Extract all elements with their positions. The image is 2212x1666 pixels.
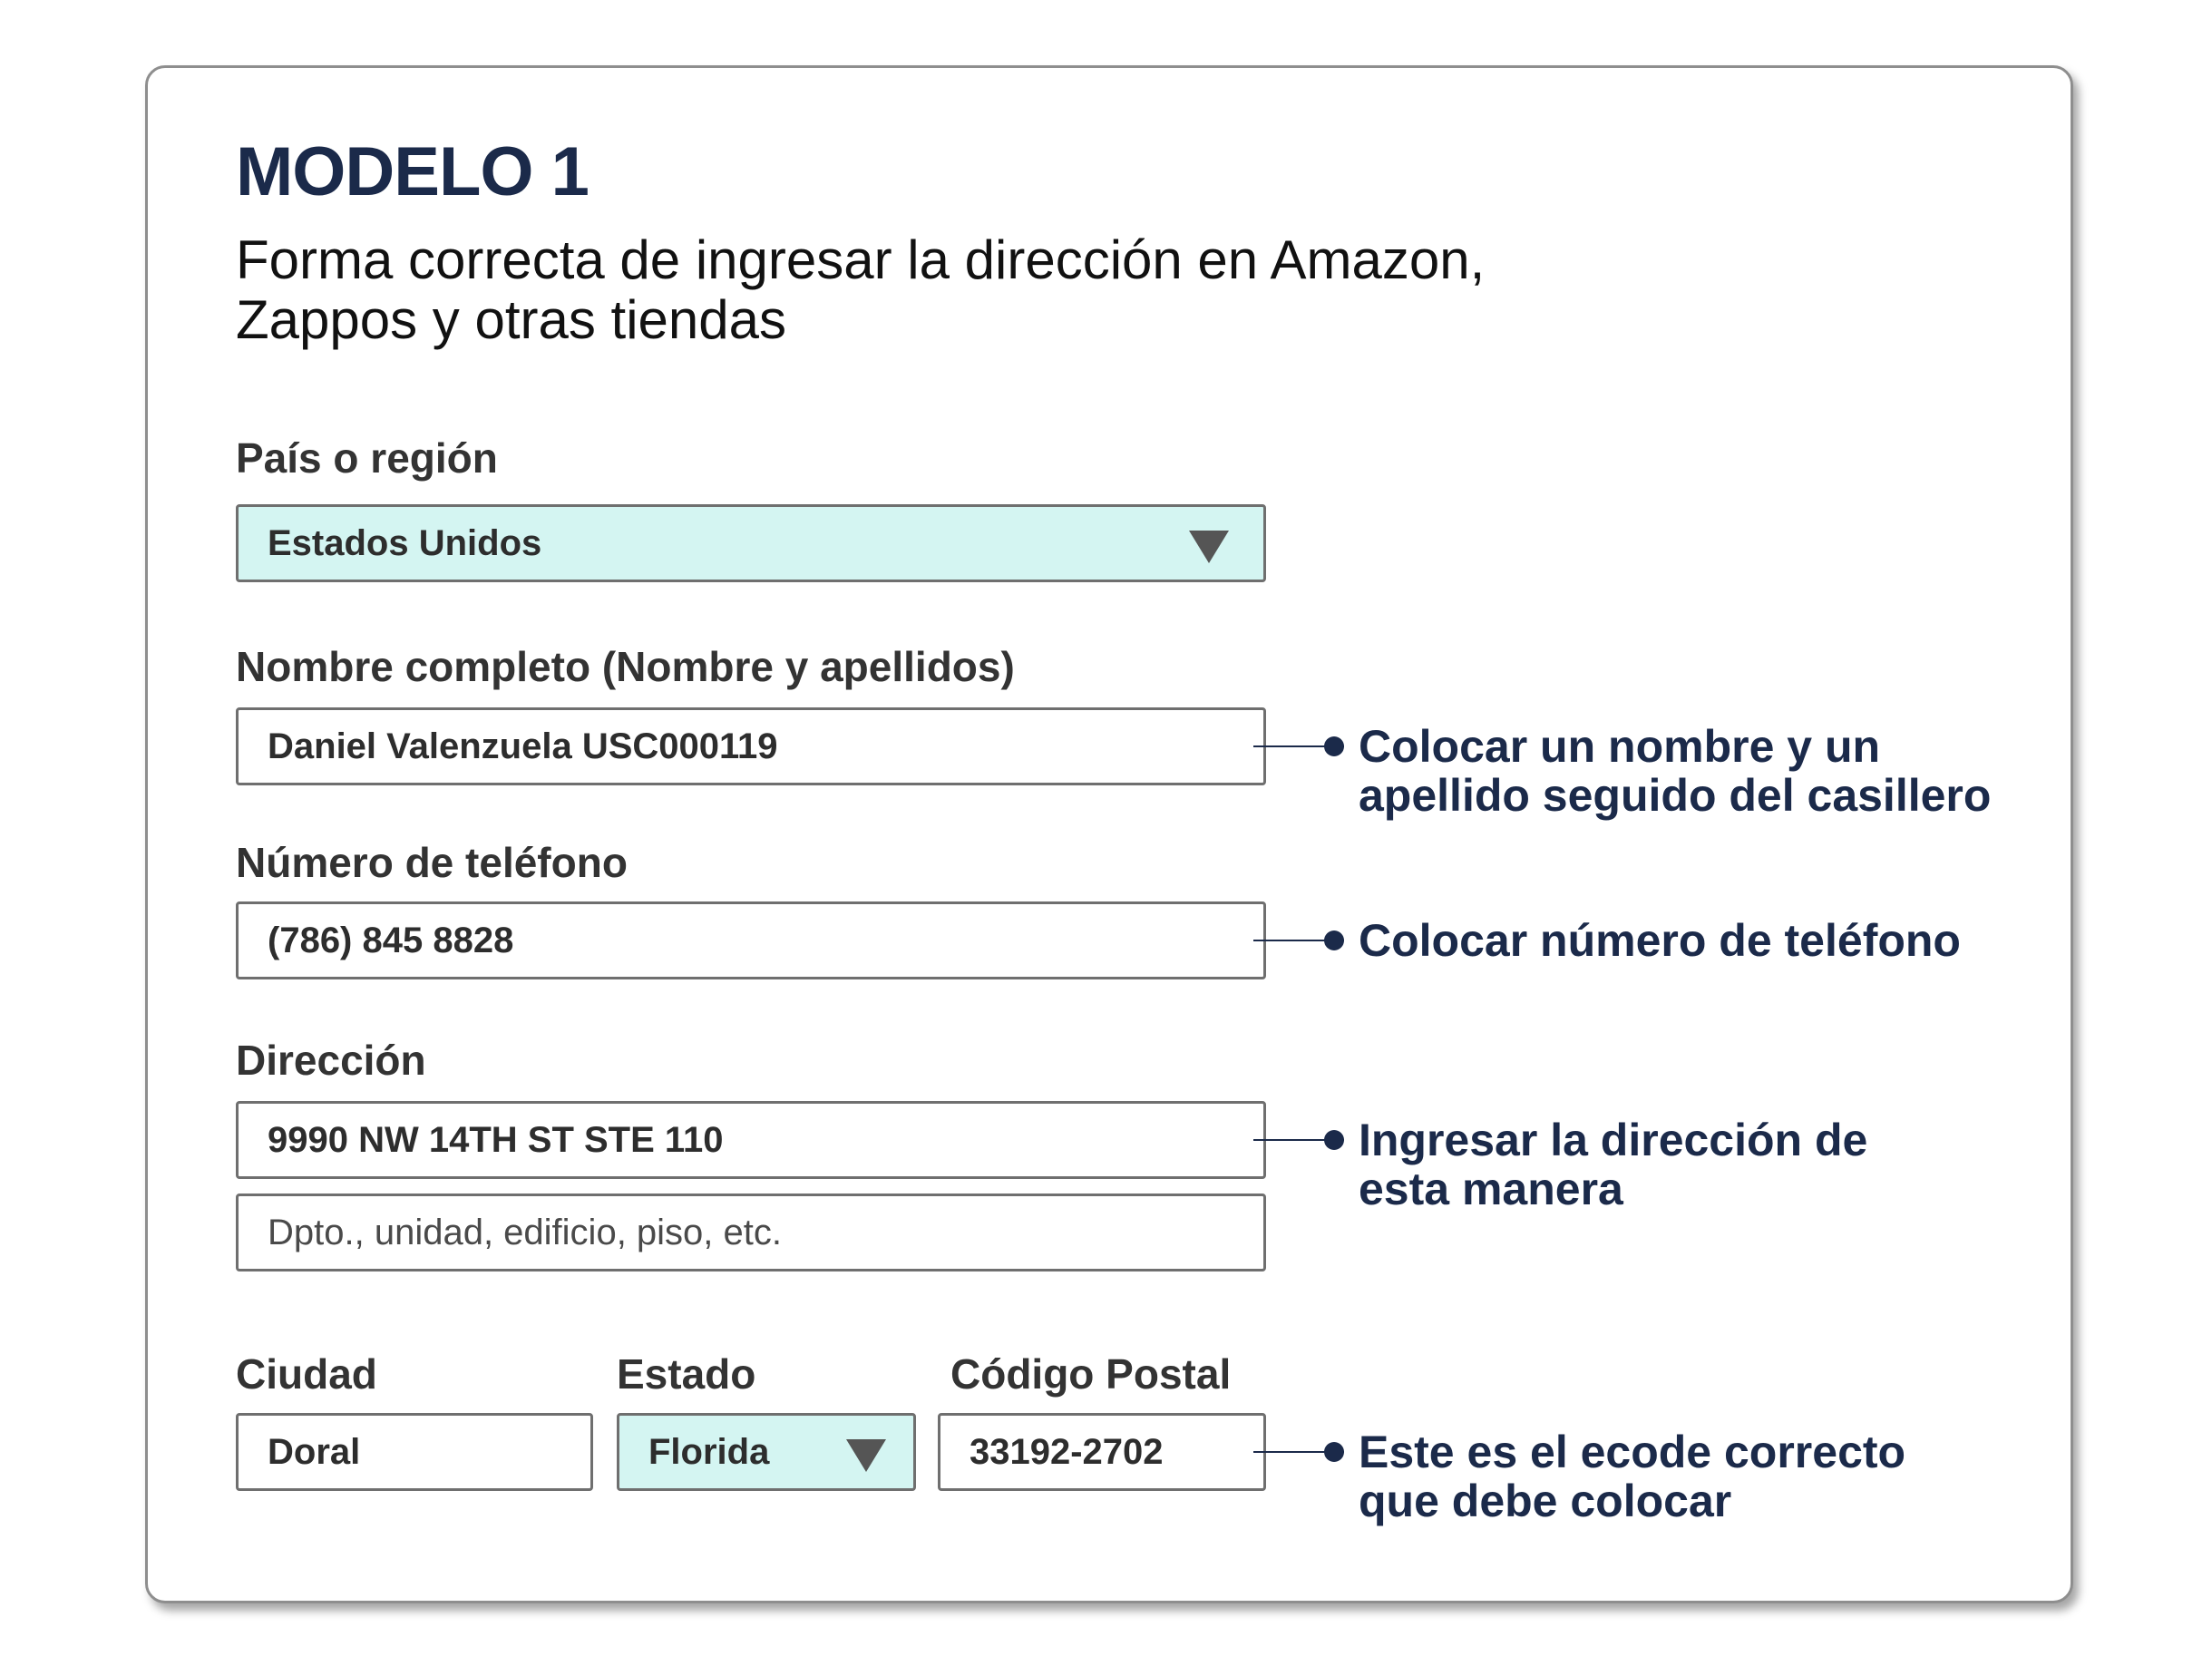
- address-line1-input[interactable]: [236, 1101, 1266, 1179]
- address-label: Dirección: [236, 1037, 426, 1084]
- state-select[interactable]: [617, 1413, 916, 1491]
- chevron-down-icon: [846, 1439, 886, 1472]
- connector-dot-icon: [1324, 1442, 1344, 1462]
- state-select-value: Florida: [648, 1431, 770, 1472]
- full-name-value: Daniel Valenzuela USC000119: [268, 726, 778, 766]
- page-subtitle: Forma correcta de ingresar la dirección en Amazon, Zappos y otras tiendas: [236, 229, 1486, 350]
- page-title: MODELO 1: [236, 133, 589, 210]
- phone-label: Número de teléfono: [236, 839, 628, 886]
- address-line1-value: 9990 NW 14TH ST STE 110: [268, 1119, 724, 1160]
- address-line2-placeholder: Dpto., unidad, edificio, piso, etc.: [268, 1212, 782, 1252]
- connector-dot-icon: [1324, 736, 1344, 756]
- zip-input[interactable]: [938, 1413, 1266, 1491]
- full-name-label: Nombre completo (Nombre y apellidos): [236, 643, 1015, 690]
- zip-note: Este es el ecode correcto que debe colocar: [1359, 1427, 1906, 1526]
- connector-dot-icon: [1324, 930, 1344, 950]
- phone-input[interactable]: [236, 901, 1266, 979]
- country-select-value: Estados Unidos: [268, 522, 542, 563]
- chevron-down-icon: [1189, 531, 1229, 563]
- phone-value: (786) 845 8828: [268, 920, 514, 960]
- phone-note: Colocar número de teléfono: [1359, 915, 1961, 966]
- zip-label: Código Postal: [950, 1350, 1232, 1398]
- zip-value: 33192-2702: [970, 1431, 1164, 1472]
- address-line2-input[interactable]: [236, 1193, 1266, 1271]
- address-note: Ingresar la dirección de esta manera: [1359, 1115, 1868, 1214]
- country-select[interactable]: [236, 504, 1266, 582]
- connector-dot-icon: [1324, 1130, 1344, 1150]
- state-label: Estado: [617, 1350, 756, 1398]
- city-input[interactable]: [236, 1413, 593, 1491]
- full-name-input[interactable]: [236, 707, 1266, 785]
- city-label: Ciudad: [236, 1350, 377, 1398]
- city-value: Doral: [268, 1431, 361, 1472]
- name-note: Colocar un nombre y un apellido seguido del casillero: [1359, 721, 1992, 821]
- country-label: País o región: [236, 434, 498, 482]
